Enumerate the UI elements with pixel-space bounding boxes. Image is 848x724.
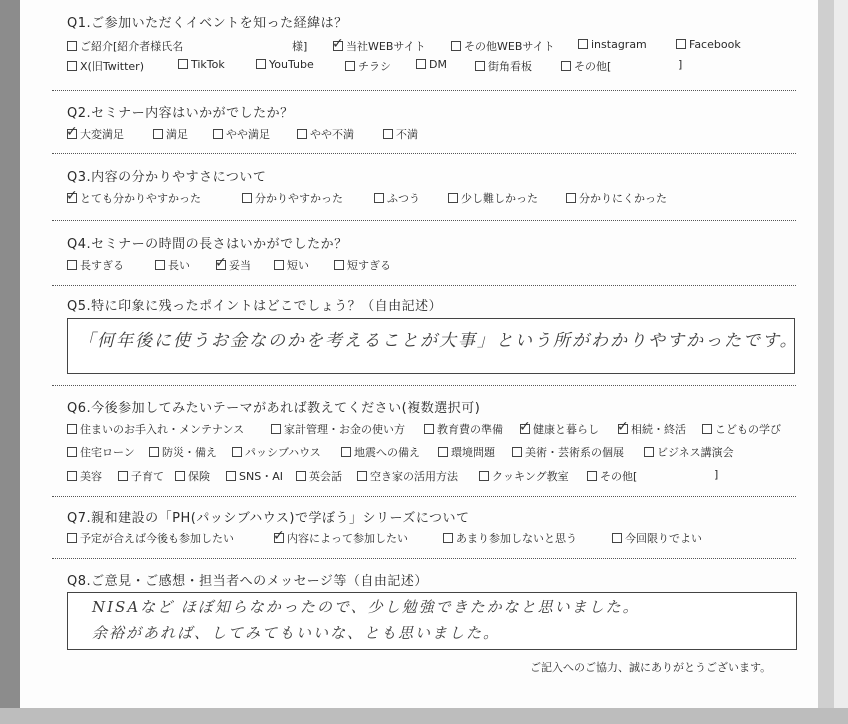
- q6-option-environment[interactable]: 環境問題: [438, 444, 495, 460]
- checkbox[interactable]: [178, 59, 188, 69]
- q7-option-rarely-attend[interactable]: あまり参加しないと思う: [443, 530, 577, 546]
- q1-option-facebook[interactable]: Facebook: [676, 38, 741, 51]
- checkbox-checked[interactable]: [519, 419, 531, 435]
- checkbox-checked[interactable]: [66, 188, 78, 204]
- checkbox[interactable]: [153, 129, 163, 139]
- q2-title: Q2.セミナー内容はいかがでしたか？: [67, 106, 294, 121]
- checkbox[interactable]: [416, 59, 426, 69]
- q6-option-household-finance[interactable]: 家計管理・お金の使い方: [271, 421, 405, 437]
- checkbox[interactable]: [118, 471, 128, 481]
- q4-option-long[interactable]: 長い: [155, 257, 190, 273]
- checkbox[interactable]: [274, 260, 284, 270]
- q6-option-mortgage[interactable]: 住宅ローン: [67, 444, 135, 460]
- checkbox[interactable]: [479, 471, 489, 481]
- checkbox[interactable]: [644, 447, 654, 457]
- checkbox[interactable]: [67, 260, 77, 270]
- q6-option-earthquake-prep[interactable]: 地震への備え: [341, 444, 420, 460]
- q6-option-vacant-house[interactable]: 空き家の活用方法: [357, 468, 458, 484]
- q1-option-signboard[interactable]: 街角看板: [475, 58, 532, 74]
- checkbox[interactable]: [561, 61, 571, 71]
- q2-option-somewhat-satisfied[interactable]: やや満足: [213, 126, 270, 142]
- q6-option-english[interactable]: 英会話: [296, 468, 342, 484]
- checkbox[interactable]: [443, 533, 453, 543]
- checkbox[interactable]: [451, 41, 461, 51]
- checkbox[interactable]: [578, 39, 588, 49]
- checkbox[interactable]: [374, 193, 384, 203]
- q6-option-insurance[interactable]: 保険: [175, 468, 210, 484]
- checkbox[interactable]: [296, 471, 306, 481]
- section-divider: [52, 220, 796, 221]
- q6-option-parenting[interactable]: 子育て: [118, 468, 164, 484]
- q2-option-very-satisfied[interactable]: ✓ 大変満足: [66, 124, 124, 141]
- checkbox[interactable]: [67, 41, 77, 51]
- q3-title: Q3.内容の分かりやすさについて: [67, 170, 267, 185]
- checkbox[interactable]: [175, 471, 185, 481]
- check-mark-icon: ✓: [215, 255, 227, 271]
- checkbox[interactable]: [448, 193, 458, 203]
- checkbox[interactable]: [612, 533, 622, 543]
- q4-option-short[interactable]: 短い: [274, 257, 309, 273]
- q1-referral-suffix: 様]: [292, 40, 308, 53]
- checkbox[interactable]: [475, 61, 485, 71]
- q6-option-sns-ai[interactable]: SNS・AI: [226, 468, 283, 484]
- checkbox[interactable]: [345, 61, 355, 71]
- q8-handwritten-line-2: 余裕があれば、してみてもいいな、とも思いました。: [92, 624, 501, 642]
- checkbox[interactable]: [438, 447, 448, 457]
- checkbox[interactable]: [702, 424, 712, 434]
- q2-option-dissatisfied[interactable]: 不満: [383, 126, 418, 142]
- q1-option-tiktok[interactable]: TikTok: [178, 58, 225, 71]
- check-mark-icon: ✓: [519, 419, 531, 435]
- q3-option-bit-difficult[interactable]: 少し難しかった: [448, 190, 538, 206]
- q6-option-inheritance[interactable]: ✓ 相続・終活: [617, 419, 686, 436]
- section-divider: [52, 90, 796, 91]
- q3-option-very-clear[interactable]: ✓ とても分かりやすかった: [66, 188, 201, 205]
- checkbox[interactable]: [566, 193, 576, 203]
- q7-option-one-time[interactable]: 今回限りでよい: [612, 530, 702, 546]
- checkbox-checked[interactable]: [215, 255, 227, 271]
- q7-option-depends-on-content[interactable]: ✓ 内容によって参加したい: [273, 528, 408, 545]
- q2-option-somewhat-dissatisfied[interactable]: やや不満: [297, 126, 354, 142]
- q6-option-education-funds[interactable]: 教育費の準備: [424, 421, 503, 437]
- q1-title: Q1.ご参加いただくイベントを知った経緯は？: [67, 16, 348, 31]
- q6-option-kids-learning[interactable]: こどもの学び: [702, 421, 781, 437]
- q3-option-clear[interactable]: 分かりやすかった: [242, 190, 343, 206]
- q1-option-instagram[interactable]: instagram: [578, 38, 647, 51]
- q4-title: Q4.セミナーの時間の長さはいかがでしたか？: [67, 237, 348, 252]
- q6-other-bracket-close: ]: [714, 468, 719, 481]
- section-divider: [52, 285, 796, 286]
- q4-option-too-long[interactable]: 長すぎる: [67, 257, 124, 273]
- q3-option-normal[interactable]: ふつう: [374, 190, 420, 206]
- section-divider: [52, 558, 796, 559]
- check-mark-icon: ✓: [332, 36, 344, 52]
- q5-handwritten-answer: 「何年後に使うお金なのかを考えることが大事」という所がわかりやすかったです。: [78, 331, 799, 351]
- q1-option-referral[interactable]: ご紹介[紹介者様氏名: [67, 38, 183, 54]
- q6-option-health-living[interactable]: ✓ 健康と暮らし: [519, 419, 599, 436]
- checkbox[interactable]: [512, 447, 522, 457]
- q6-option-beauty[interactable]: 美容: [67, 468, 102, 484]
- checkbox[interactable]: [271, 424, 281, 434]
- checkbox-checked[interactable]: [273, 528, 285, 544]
- checkbox-checked[interactable]: [66, 124, 78, 140]
- checkbox[interactable]: [341, 447, 351, 457]
- q8-title: Q8.ご意見・ご感想・担当者へのメッセージ等（自由記述）: [67, 574, 428, 589]
- checkbox[interactable]: [155, 260, 165, 270]
- checkbox[interactable]: [67, 447, 77, 457]
- section-divider: [52, 153, 796, 154]
- checkbox[interactable]: [149, 447, 159, 457]
- q3-option-unclear[interactable]: 分かりにくかった: [566, 190, 667, 206]
- check-mark-icon: ✓: [66, 188, 78, 204]
- checkbox-checked[interactable]: [332, 36, 344, 52]
- checkbox[interactable]: [67, 533, 77, 543]
- q6-option-home-maintenance[interactable]: 住まいのお手入れ・メンテナンス: [67, 421, 244, 437]
- section-divider: [52, 385, 796, 386]
- q6-option-other[interactable]: その他[: [587, 468, 637, 484]
- check-mark-icon: ✓: [617, 419, 629, 435]
- check-mark-icon: ✓: [66, 124, 78, 140]
- section-divider: [52, 496, 796, 497]
- checkbox[interactable]: [226, 471, 236, 481]
- checkbox[interactable]: [357, 471, 367, 481]
- checkbox[interactable]: [334, 260, 344, 270]
- thank-you-note: ご記入へのご協力、誠にありがとうございます。: [530, 661, 772, 674]
- q1-option-flyer[interactable]: チラシ: [345, 58, 391, 74]
- checkbox[interactable]: [67, 61, 77, 71]
- q6-option-cooking[interactable]: クッキング教室: [479, 468, 569, 484]
- checkbox[interactable]: [383, 129, 393, 139]
- q1-option-youtube[interactable]: YouTube: [256, 58, 314, 71]
- scanner-bottom-edge: [0, 708, 848, 724]
- q4-option-appropriate[interactable]: ✓ 妥当: [215, 255, 251, 272]
- q6-option-passive-house[interactable]: パッシブハウス: [232, 444, 321, 460]
- checkbox[interactable]: [297, 129, 307, 139]
- q6-option-business-lecture[interactable]: ビジネス講演会: [644, 444, 734, 460]
- q1-option-dm[interactable]: DM: [416, 58, 447, 71]
- checkbox[interactable]: [67, 471, 77, 481]
- checkbox[interactable]: [424, 424, 434, 434]
- checkbox[interactable]: [232, 447, 242, 457]
- q1-other-bracket-close: ]: [678, 58, 683, 71]
- q1-option-x[interactable]: X(旧Twitter): [67, 58, 144, 74]
- checkbox[interactable]: [242, 193, 252, 203]
- checkbox[interactable]: [213, 129, 223, 139]
- q2-option-satisfied[interactable]: 満足: [153, 126, 188, 142]
- scanner-edge-light: [834, 0, 848, 724]
- q6-option-disaster-prep[interactable]: 防災・備え: [149, 444, 217, 460]
- checkbox[interactable]: [587, 471, 597, 481]
- q1-option-other-web[interactable]: その他WEBサイト: [451, 38, 555, 54]
- q7-title: Q7.親和建設の「PH(パッシブハウス)で学ぼう」シリーズについて: [67, 511, 470, 526]
- checkbox-checked[interactable]: [617, 419, 629, 435]
- checkbox[interactable]: [67, 424, 77, 434]
- q6-title: Q6.今後参加してみたいテーマがあれば教えてください(複数選択可): [67, 401, 481, 416]
- checkbox[interactable]: [256, 59, 266, 69]
- q6-option-art-exhibition[interactable]: 美術・芸術系の個展: [512, 444, 624, 460]
- q8-handwritten-line-1: NISAなど ほぼ知らなかったので、少し勉強できたかなと思いました。: [92, 598, 640, 616]
- checkbox[interactable]: [676, 39, 686, 49]
- q7-option-attend-if-schedule[interactable]: 予定が合えば今後も参加したい: [67, 530, 234, 546]
- q4-option-too-short[interactable]: 短すぎる: [334, 257, 391, 273]
- q1-option-other[interactable]: その他[: [561, 58, 611, 74]
- q5-title: Q5.特に印象に残ったポイントはどこでしょう？（自由記述）: [67, 299, 443, 314]
- check-mark-icon: ✓: [273, 528, 285, 544]
- q1-option-company-web[interactable]: ✓ 当社WEBサイト: [332, 36, 426, 53]
